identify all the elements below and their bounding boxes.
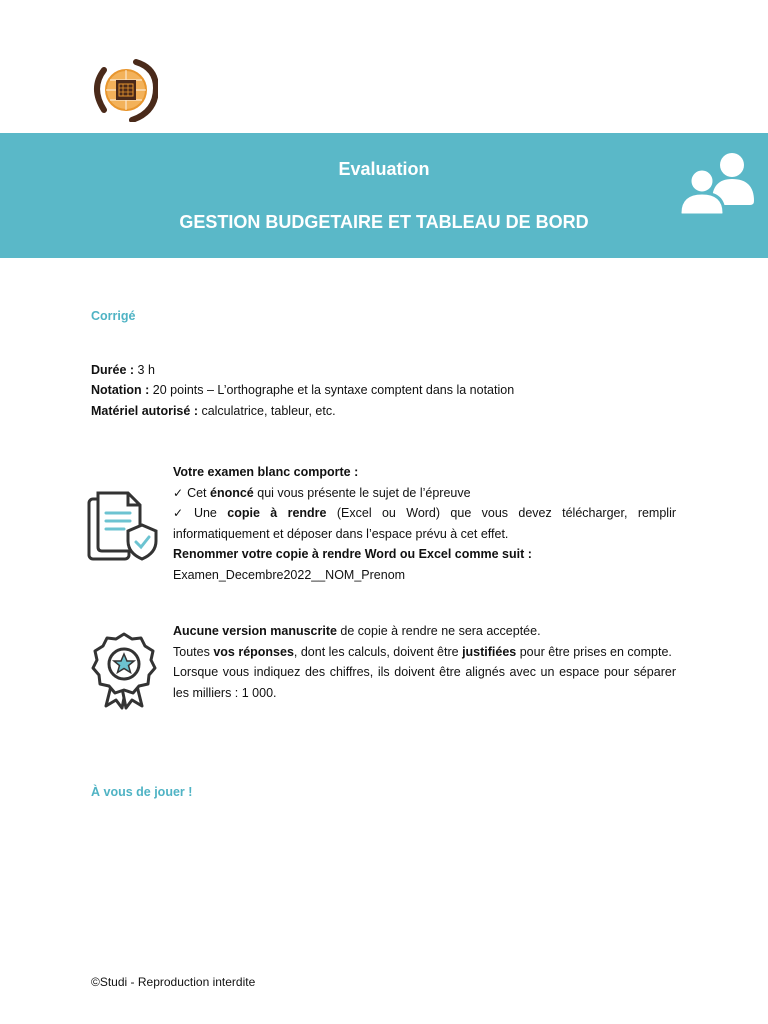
- rename-instruction: Renommer votre copie à rendre Word ou Excel comme suit :: [173, 547, 532, 561]
- page-title: Evaluation: [338, 159, 430, 179]
- section-label: Corrigé: [91, 309, 136, 323]
- exam-item-enonce: ✓ Cet énoncé qui vous présente le sujet de l’épreuve: [173, 485, 471, 500]
- header-banner: [0, 133, 768, 258]
- filename-format: Examen_Decembre2022__NOM_Prenom: [173, 567, 406, 582]
- exam-item-copie: ✓ Une copie à rendre (Excel ou Word) que vous devez télécharger, remplir informatiquement et déposer dans l’espace prévu à cet effet.: [173, 506, 677, 541]
- checkmark-icon: ✓: [173, 485, 184, 500]
- page-subtitle: GESTION BUDGETAIRE ET TABLEAU DE BORD: [179, 212, 589, 232]
- rule-justification: Toutes vos réponses, dont les calculs, doivent être justifiées pour être prises en compte.: [173, 644, 672, 659]
- rules-block: [173, 621, 676, 703]
- rule-manuscrite: Aucune version manuscrite de copie à rendre ne sera acceptée.: [173, 624, 541, 638]
- footer-copyright: ©Studi - Reproduction interdite: [91, 975, 256, 989]
- notation-value: 20 points – L’orthographe et la syntaxe comptent dans la notation: [149, 383, 515, 397]
- closing-text: À vous de jouer !: [91, 785, 193, 799]
- document-shield-icon: [86, 489, 160, 565]
- exam-heading: Votre examen blanc comporte :: [173, 465, 359, 479]
- rule-chiffres: Lorsque vous indiquez des chiffres, ils doivent être alignés avec un espace pour séparer les milliers : 1 000.: [173, 665, 676, 700]
- checkmark-icon: ✓: [173, 506, 190, 520]
- notation-label: Notation :: [91, 383, 150, 397]
- duree-label: Durée :: [91, 363, 135, 377]
- studi-logo: [90, 58, 158, 122]
- duree-value: 3 h: [134, 363, 155, 377]
- duree-line: [91, 360, 155, 381]
- users-icon: [678, 151, 760, 217]
- materiel-label: Matériel autorisé :: [91, 404, 198, 418]
- materiel-line: [91, 401, 336, 422]
- materiel-value: calculatrice, tableur, etc.: [197, 404, 336, 418]
- award-badge-icon: [90, 630, 158, 710]
- exam-block: [173, 462, 676, 585]
- notation-line: [91, 380, 514, 401]
